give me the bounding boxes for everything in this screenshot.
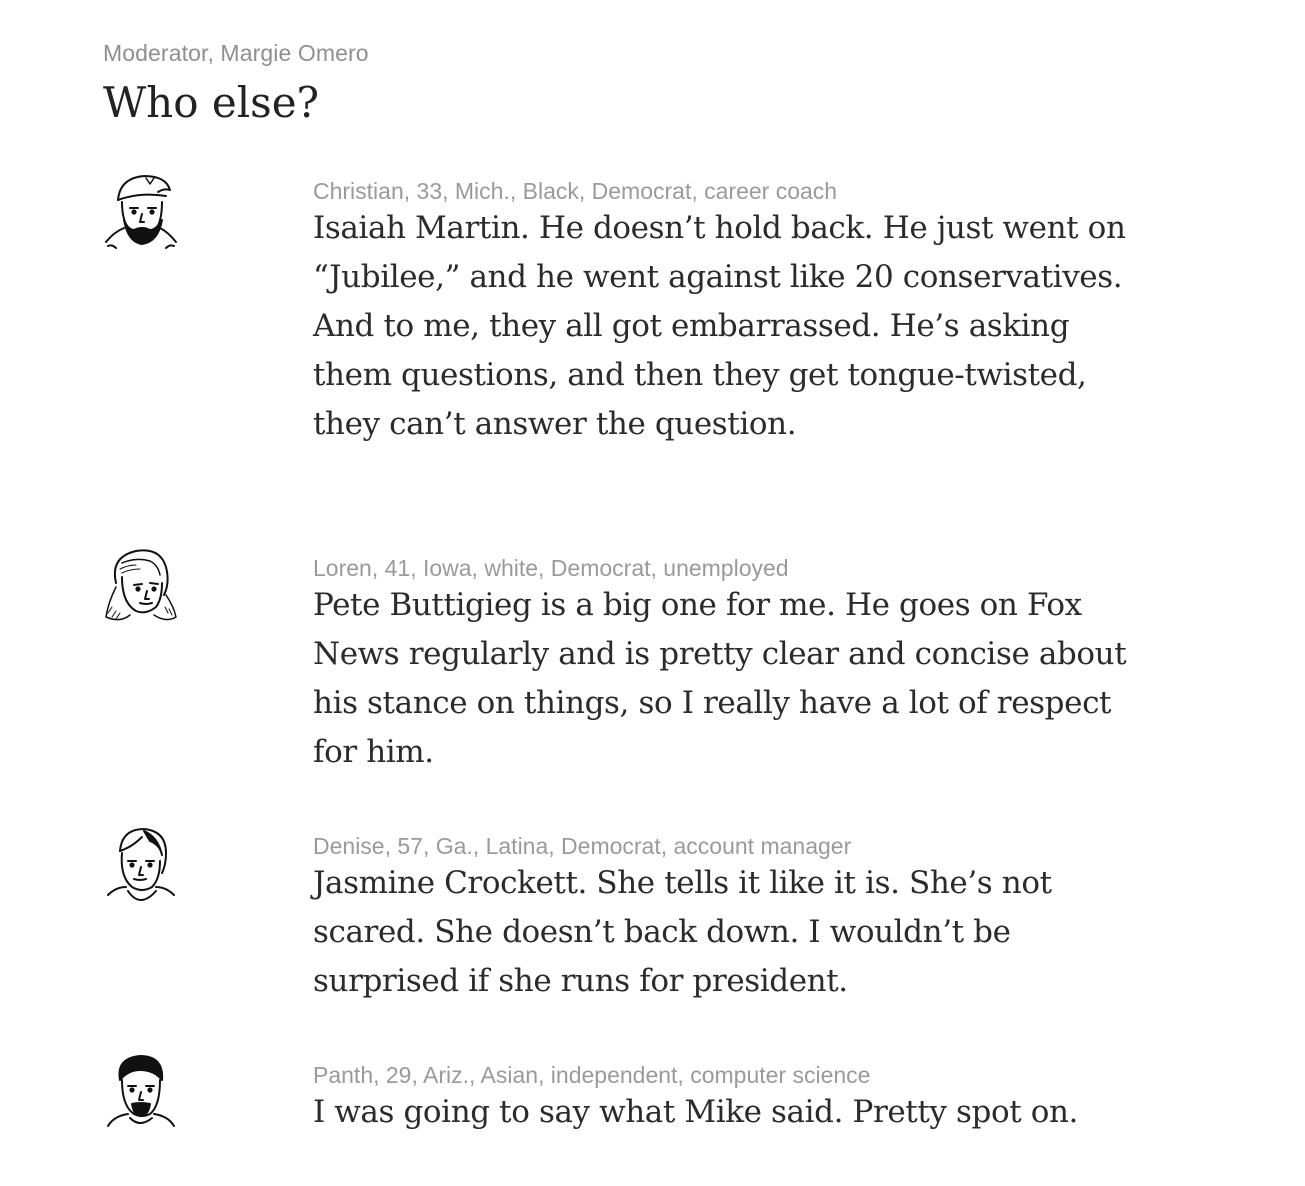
speaker-label: Panth, 29, Ariz., Asian, independent, computer science bbox=[313, 1062, 871, 1088]
speaker-label: Christian, 33, Mich., Black, Democrat, career coach bbox=[313, 178, 838, 204]
response-quote: Isaiah Martin. He doesn’t hold back. He just went on “Jubilee,” and he went against like 20 conservatives. And to me, they all got embarrassed. He’s asking them questions, and then they get tongue-twisted, they can’t answer the question. bbox=[313, 210, 1126, 442]
man-goatee-portrait-icon bbox=[100, 1048, 180, 1132]
woman-portrait-icon bbox=[100, 543, 180, 627]
bearded-man-cap-portrait-icon bbox=[100, 168, 180, 252]
moderator-label: Moderator, Margie Omero bbox=[103, 40, 369, 66]
response-quote: Pete Buttigieg is a big one for me. He goes on Fox News regularly and is pretty clear and concise about his stance on things, so I really have a lot of respect for him. bbox=[313, 587, 1127, 770]
speaker-label: Loren, 41, Iowa, white, Democrat, unemployed bbox=[313, 555, 789, 581]
response-quote: Jasmine Crockett. She tells it like it is. She’s not scared. She doesn’t back down. I wouldn’t be surprised if she runs for president. bbox=[313, 865, 1052, 999]
speaker-label: Denise, 57, Ga., Latina, Democrat, account manager bbox=[313, 833, 852, 859]
moderator-question: Who else? bbox=[103, 78, 320, 127]
response-quote: I was going to say what Mike said. Pretty spot on. bbox=[313, 1094, 1079, 1130]
woman-short-hair-portrait-icon bbox=[100, 821, 180, 905]
